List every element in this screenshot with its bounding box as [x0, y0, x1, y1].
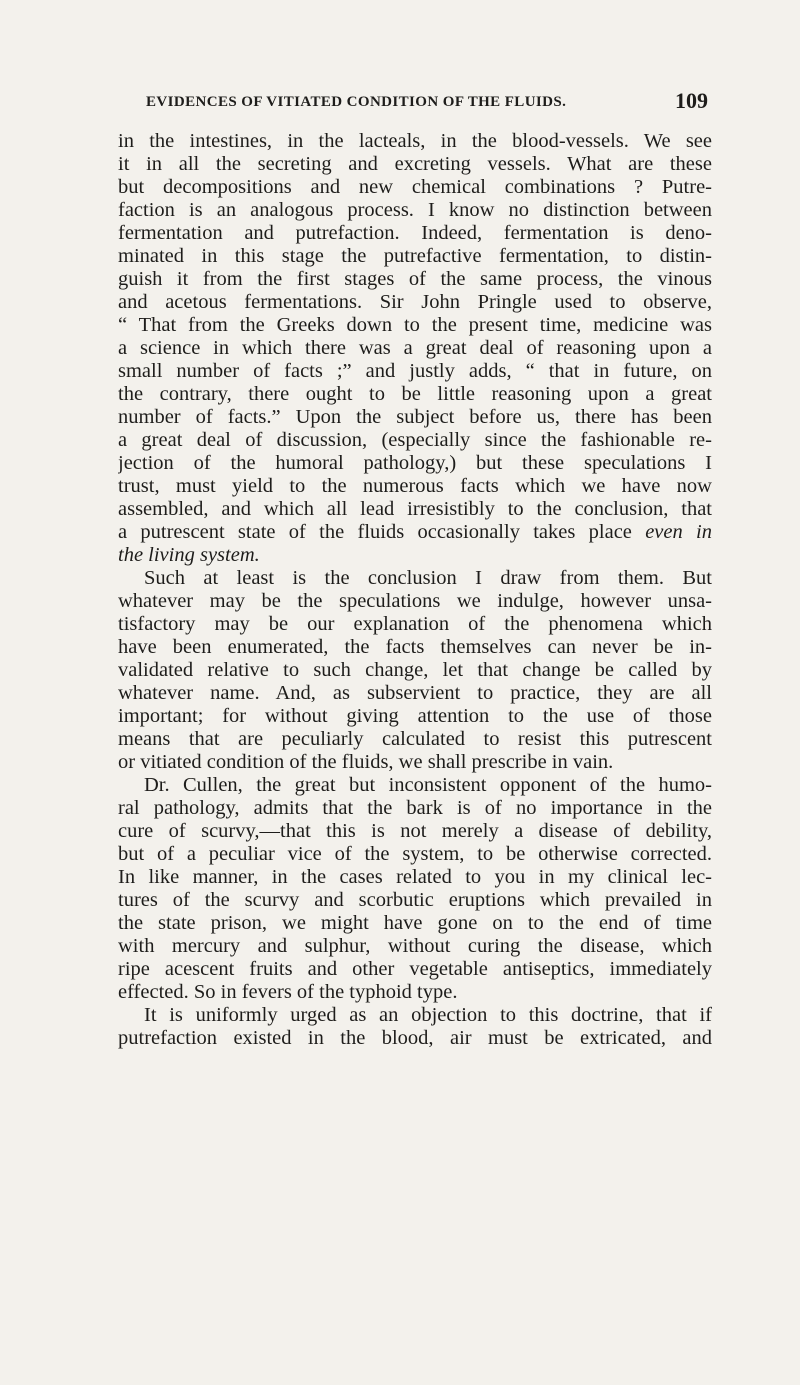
text-line-content: a putrescent state of the fluids occasionally takes place [118, 521, 632, 543]
text-line [118, 682, 712, 705]
text-line-content: with mercury and sulphur, without curing the disease, which [118, 935, 712, 957]
text-line-content: whatever name. And, as subservient to practice, they are all [118, 682, 712, 704]
running-head [146, 88, 708, 118]
text-line-content: assembled, and which all lead irresistibly to the conclusion, that [118, 498, 712, 520]
text-line-content: but decompositions and new chemical combinations ? Putre- [118, 176, 712, 198]
text-line-content: “ That from the Greeks down to the present time, medicine was [118, 314, 712, 336]
text-line [118, 958, 712, 981]
text-line [118, 889, 712, 912]
text-line-content: the state prison, we might have gone on to the end of time [118, 912, 712, 934]
text-line-content: effected. So in fevers of the typhoid type. [118, 981, 458, 1003]
text-line [118, 567, 712, 590]
text-line-content: the contrary, there ought to be little reasoning upon a great [118, 383, 712, 405]
text-line [118, 360, 712, 383]
text-line-content: ripe acescent fruits and other vegetable antiseptics, immediately [118, 958, 712, 980]
text-line-content: faction is an analogous process. I know no distinction between [118, 199, 712, 221]
text-line [118, 981, 712, 1004]
text-line-content: tures of the scurvy and scorbutic eruptions which prevailed in [118, 889, 712, 911]
text-line-content: putrefaction existed in the blood, air must be extricated, and [118, 1027, 712, 1049]
text-line [118, 130, 712, 153]
text-line [118, 866, 712, 889]
text-line [118, 314, 712, 337]
text-line [118, 452, 712, 475]
text-line [118, 199, 712, 222]
text-line [118, 429, 712, 452]
text-line [118, 613, 712, 636]
text-line [118, 751, 712, 774]
text-line-content: whatever may be the speculations we indulge, however unsa- [118, 590, 712, 612]
text-line [118, 291, 712, 314]
text-line-content: a great deal of discussion, (especially since the fashionable re- [118, 429, 712, 451]
text-line-content: Such at least is the conclusion I draw from them. But [144, 567, 712, 589]
text-line-content: jection of the humoral pathology,) but these speculations I [118, 452, 712, 474]
text-line [118, 337, 712, 360]
text-line [118, 245, 712, 268]
text-line [118, 1027, 712, 1050]
text-line-content: trust, must yield to the numerous facts which we have now [118, 475, 712, 497]
body-text [118, 130, 712, 1050]
text-line-content: a science in which there was a great deal of reasoning upon a [118, 337, 712, 359]
text-line-content: validated relative to such change, let that change be called by [118, 659, 712, 681]
text-line-content: important; for without giving attention to the use of those [118, 705, 712, 727]
text-line [118, 383, 712, 406]
text-line [118, 843, 712, 866]
text-line-content: but of a peculiar vice of the system, to be otherwise corrected. [118, 843, 712, 865]
text-line-content: and acetous fermentations. Sir John Pringle used to observe, [118, 291, 712, 313]
text-line [118, 153, 712, 176]
text-line [118, 774, 712, 797]
text-line-content: guish it from the first stages of the same process, the vinous [118, 268, 712, 290]
text-line [118, 797, 712, 820]
text-line [118, 935, 712, 958]
text-line-content: it in all the secreting and excreting vessels. What are these [118, 153, 712, 175]
text-line [118, 406, 712, 429]
text-line [118, 659, 712, 682]
running-title: EVIDENCES OF VITIATED CONDITION OF THE FLUIDS. [146, 94, 567, 110]
text-line-content: ral pathology, admits that the bark is of no importance in the [118, 797, 712, 819]
text-line [118, 1004, 712, 1027]
text-line [118, 475, 712, 498]
text-line-content: have been enumerated, the facts themselves can never be in- [118, 636, 712, 658]
text-line-content: fermentation and putrefaction. Indeed, fermentation is deno- [118, 222, 712, 244]
text-line-content: In like manner, in the cases related to you in my clinical lec- [118, 866, 712, 888]
text-line [118, 636, 712, 659]
text-line-content: or vitiated condition of the fluids, we shall prescribe in vain. [118, 751, 614, 773]
text-line [118, 498, 712, 521]
text-line-content: minated in this stage the putrefactive fermentation, to distin- [118, 245, 712, 267]
text-line [118, 728, 712, 751]
text-line-content: number of facts.” Upon the subject before us, there has been [118, 406, 712, 428]
text-line [118, 544, 712, 567]
text-line-content: tisfactory may be our explanation of the phenomena which [118, 613, 712, 635]
italic-text: the living system. [118, 544, 260, 566]
text-line-content: small number of facts ;” and justly adds, “ that in future, on [118, 360, 712, 382]
text-line [118, 912, 712, 935]
text-line [118, 268, 712, 291]
text-line [118, 176, 712, 199]
text-line [118, 521, 712, 544]
text-line [118, 222, 712, 245]
text-line-content: cure of scurvy,—that this is not merely a disease of debility, [118, 820, 712, 842]
text-line [118, 820, 712, 843]
page-number: 109 [675, 88, 708, 113]
text-line-content: in the intestines, in the lacteals, in the blood-vessels. We see [118, 130, 712, 152]
text-line-content: means that are peculiarly calculated to resist this putrescent [118, 728, 712, 750]
text-line-content: It is uniformly urged as an objection to this doctrine, that if [144, 1004, 712, 1026]
italic-text: even in [645, 521, 712, 543]
text-line-content: Dr. Cullen, the great but inconsistent opponent of the humo- [144, 774, 712, 796]
text-line [118, 705, 712, 728]
text-line [118, 590, 712, 613]
